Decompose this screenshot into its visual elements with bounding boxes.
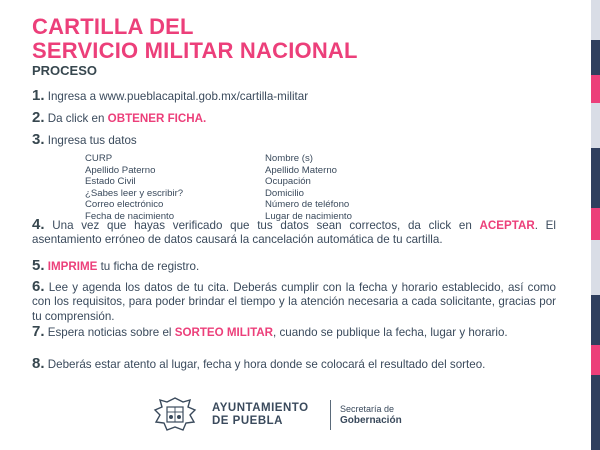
step-number: 5.: [32, 257, 45, 274]
field-label: Estado Civil: [85, 176, 136, 187]
step-number: 6.: [32, 278, 45, 295]
field-label: ¿Sabes leer y escribir?: [85, 187, 184, 199]
field-label: CURP: [85, 153, 113, 164]
step-number: 4.: [32, 216, 45, 233]
band-segment: [591, 40, 600, 75]
field-label: Nombre (s): [265, 153, 313, 164]
step-text: Lee y agenda los datos de tu cita. Deberás cumplir con la fecha y horario establecido, así como con los requisitos, para poder brindar el tiempo y la atención necesaria a cada solicitante, gracias por tu comprensión.: [32, 281, 556, 323]
secretaria-line2: Gobernación: [340, 415, 402, 426]
band-segment: [591, 75, 600, 103]
band-segment: [591, 208, 600, 240]
page-title-line1: CARTILLA DEL: [32, 14, 194, 39]
step-number: 3.: [32, 131, 45, 148]
field-label: Número de teléfono: [265, 199, 350, 210]
step-highlight: ACEPTAR: [479, 219, 535, 232]
secretaria-name: [340, 404, 402, 426]
step-number: 1.: [32, 87, 45, 104]
page-subtitle: PROCESO: [32, 63, 98, 78]
footer-logo: [150, 396, 450, 434]
field-label: Lugar de nacimiento: [265, 210, 352, 222]
step-7: [32, 325, 556, 340]
step-8: [32, 357, 556, 372]
ayuntamiento-line1: AYUNTAMIENTO: [212, 402, 309, 414]
secretaria-line1: Secretaría de: [340, 404, 395, 414]
field-label: Apellido Materno: [265, 164, 337, 176]
ayuntamiento-line2: DE PUEBLA: [212, 415, 283, 427]
fields-right-column: [265, 153, 352, 222]
field-label: Ocupación: [265, 176, 311, 187]
step-highlight: SORTEO MILITAR: [174, 326, 274, 339]
step-text: Espera noticias sobre el: [47, 326, 175, 339]
step-2: [32, 111, 556, 126]
band-segment: [591, 345, 600, 375]
footer-divider: [330, 400, 331, 430]
step-text-after: tu ficha de registro.: [97, 260, 200, 273]
step-text-after: , cuando se publique la fecha, lugar y horario.: [273, 326, 508, 339]
step-text-after: . El asentamiento erróneo de datos causará la cancelación automática de tu cartilla.: [32, 219, 556, 247]
fields-left-column: [85, 153, 183, 222]
step-highlight: OBTENER FICHA.: [107, 112, 207, 125]
step-6: [32, 280, 556, 324]
ayuntamiento-name: [212, 402, 309, 428]
band-segment: [591, 103, 600, 148]
step-number: 2.: [32, 109, 45, 126]
step-text: Da click en: [47, 112, 108, 125]
step-text: Una vez que hayas verificado que tus datos sean correctos, da click en: [52, 219, 480, 232]
step-text: Ingresa a www.pueblacapital.gob.mx/cartilla-militar: [47, 90, 309, 103]
step-4: [32, 218, 556, 248]
field-label: Fecha de nacimiento: [85, 210, 175, 222]
step-number: 8.: [32, 355, 45, 372]
band-segment: [591, 295, 600, 345]
step-5: [32, 259, 556, 274]
step-text: Ingresa tus datos: [47, 134, 137, 147]
band-segment: [591, 148, 600, 208]
step-text: Deberás estar atento al lugar, fecha y hora donde se colocará el resultado del sorteo.: [47, 358, 486, 371]
step-number: 7.: [32, 323, 45, 340]
band-segment: [591, 240, 600, 295]
field-label: Apellido Paterno: [85, 164, 156, 176]
field-label: Correo electrónico: [85, 199, 164, 210]
step-highlight: IMPRIME: [47, 260, 98, 273]
field-label: Domicilio: [265, 187, 304, 199]
step-1: [32, 89, 556, 104]
decorative-side-band: [591, 0, 600, 450]
step-3: [32, 133, 556, 148]
puebla-seal-icon: [150, 396, 200, 432]
band-segment: [591, 375, 600, 450]
band-segment: [591, 0, 600, 40]
page-title-line2: SERVICIO MILITAR NACIONAL: [32, 38, 358, 63]
